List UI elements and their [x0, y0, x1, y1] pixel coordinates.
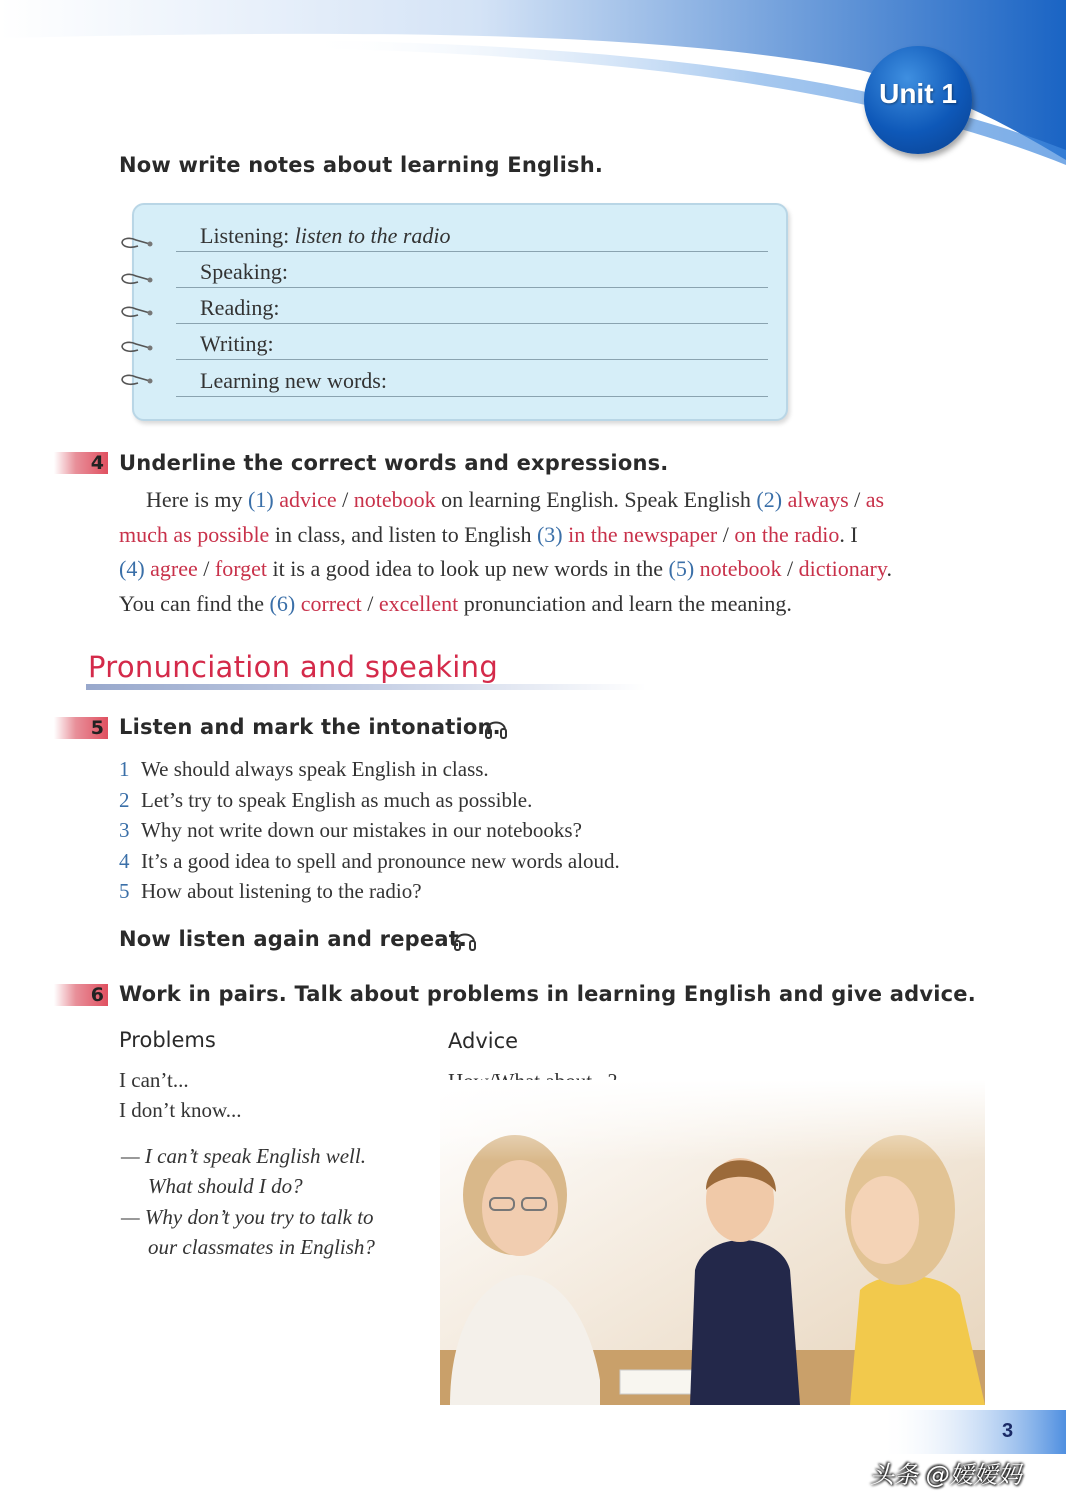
- page-number-band: [880, 1410, 1066, 1454]
- list-item-text: We should always speak English in class.: [141, 757, 489, 781]
- list-item: [119, 879, 422, 904]
- slash: /: [787, 556, 794, 581]
- notes-line-listening[interactable]: [176, 216, 768, 252]
- page-number: 3: [1002, 1420, 1014, 1442]
- blank-number: (2): [756, 487, 783, 512]
- text: on learning English. Speak English: [441, 487, 751, 512]
- dialogue-line: our classmates in English?: [148, 1235, 375, 1259]
- notes-line-speaking[interactable]: [176, 252, 768, 288]
- text: .: [886, 556, 892, 581]
- dialogue-line: — I can’t speak English well.: [121, 1144, 366, 1168]
- list-item: [119, 757, 489, 782]
- advice-heading: Advice: [448, 1029, 519, 1053]
- option-forget[interactable]: forget: [214, 556, 268, 581]
- text: You can find the: [119, 590, 265, 616]
- notes-line-label: Writing:: [200, 331, 274, 356]
- text: in class, and listen to English: [274, 521, 532, 547]
- problem-phrase: I don’t know...: [119, 1098, 242, 1122]
- option-advice[interactable]: advice: [279, 487, 337, 512]
- blank-number: (3): [536, 521, 563, 547]
- exercise-6-number: 6: [54, 984, 108, 1006]
- slash: /: [342, 487, 349, 512]
- dialogue-line: What should I do?: [148, 1174, 303, 1198]
- notes-line-reading[interactable]: [176, 288, 768, 324]
- slash: /: [367, 590, 374, 616]
- list-item-number: 5: [119, 879, 130, 903]
- notes-instruction: Now write notes about learning English.: [119, 153, 604, 177]
- unit-label: Unit 1: [879, 78, 957, 109]
- list-item-text: Let’s try to speak English as much as possible.: [141, 788, 533, 812]
- students-photo: [440, 1080, 985, 1405]
- text: pronunciation and learn the meaning.: [463, 590, 792, 616]
- exercise-4-number: 4: [54, 452, 108, 474]
- blank-number: (6): [269, 590, 296, 616]
- text: . I: [839, 521, 858, 547]
- slash: /: [854, 487, 861, 512]
- exercise-5-number: 5: [54, 717, 108, 739]
- option-excellent[interactable]: excellent: [378, 590, 459, 616]
- notes-line-example: listen to the radio: [294, 223, 451, 248]
- notebook-ring-icon: [120, 305, 154, 319]
- watermark: 头条 @嫒嫒妈: [870, 1461, 1022, 1489]
- notes-line-label: Learning new words:: [200, 368, 387, 393]
- notes-line-label: Reading:: [200, 295, 280, 320]
- option-dictionary[interactable]: dictionary: [798, 556, 887, 581]
- listen-again-instruction: Now listen again and repeat.: [119, 927, 468, 951]
- option-notebook[interactable]: notebook: [353, 487, 436, 512]
- list-item-number: 2: [119, 788, 130, 812]
- exercise-4-paragraph: [119, 483, 985, 621]
- list-item-text: Why not write down our mistakes in our notebooks?: [141, 818, 582, 842]
- list-item: [119, 788, 532, 813]
- headphones-icon[interactable]: [484, 714, 508, 740]
- dialogue-line: — Why don’t you try to talk to: [121, 1205, 374, 1229]
- notes-line-writing[interactable]: [176, 324, 768, 360]
- exercise-6-instruction: Work in pairs. Talk about problems in learning English and give advice.: [119, 982, 976, 1006]
- list-item: [119, 818, 582, 843]
- notebook-ring-icon: [120, 340, 154, 354]
- section-title: Pronunciation and speaking: [88, 650, 499, 684]
- option-as-much-as-possible-cont[interactable]: much as possible: [119, 521, 270, 547]
- option-as-much-as-possible[interactable]: as: [865, 487, 885, 512]
- list-item-text: How about listening to the radio?: [141, 879, 422, 903]
- list-item-number: 3: [119, 818, 130, 842]
- option-agree[interactable]: agree: [150, 556, 198, 581]
- list-item: [119, 849, 620, 874]
- notebook-ring-icon: [120, 272, 154, 286]
- notes-line-label: Listening:: [200, 223, 290, 248]
- option-always[interactable]: always: [787, 487, 849, 512]
- list-item-number: 4: [119, 849, 130, 873]
- problem-phrase: I can’t...: [119, 1068, 189, 1092]
- notes-line-label: Speaking:: [200, 259, 288, 284]
- exercise-5-instruction: Listen and mark the intonation.: [119, 715, 501, 739]
- headphones-icon[interactable]: [453, 926, 477, 952]
- list-item-text: It’s a good idea to spell and pronounce new words aloud.: [141, 849, 620, 873]
- blank-number: (5): [668, 556, 695, 581]
- notebook-ring-icon: [120, 373, 154, 387]
- blank-number: (1): [248, 487, 274, 512]
- exercise-4-instruction: Underline the correct words and expressions.: [119, 451, 669, 475]
- notes-line-new-words[interactable]: [176, 361, 768, 397]
- option-on-the-radio[interactable]: on the radio: [734, 521, 840, 547]
- option-in-the-newspaper[interactable]: in the newspaper: [568, 521, 718, 547]
- unit-badge: [864, 46, 972, 154]
- option-notebook[interactable]: notebook: [699, 556, 782, 581]
- slash: /: [203, 556, 210, 581]
- text: Here is my: [146, 487, 243, 512]
- blank-number: (4): [119, 556, 145, 581]
- option-correct[interactable]: correct: [300, 590, 362, 616]
- slash: /: [722, 521, 729, 547]
- list-item-number: 1: [119, 757, 130, 781]
- text: it is a good idea to look up new words in the: [272, 556, 663, 581]
- section-underline: [86, 684, 646, 690]
- problems-heading: Problems: [119, 1028, 216, 1052]
- notebook-ring-icon: [120, 236, 154, 250]
